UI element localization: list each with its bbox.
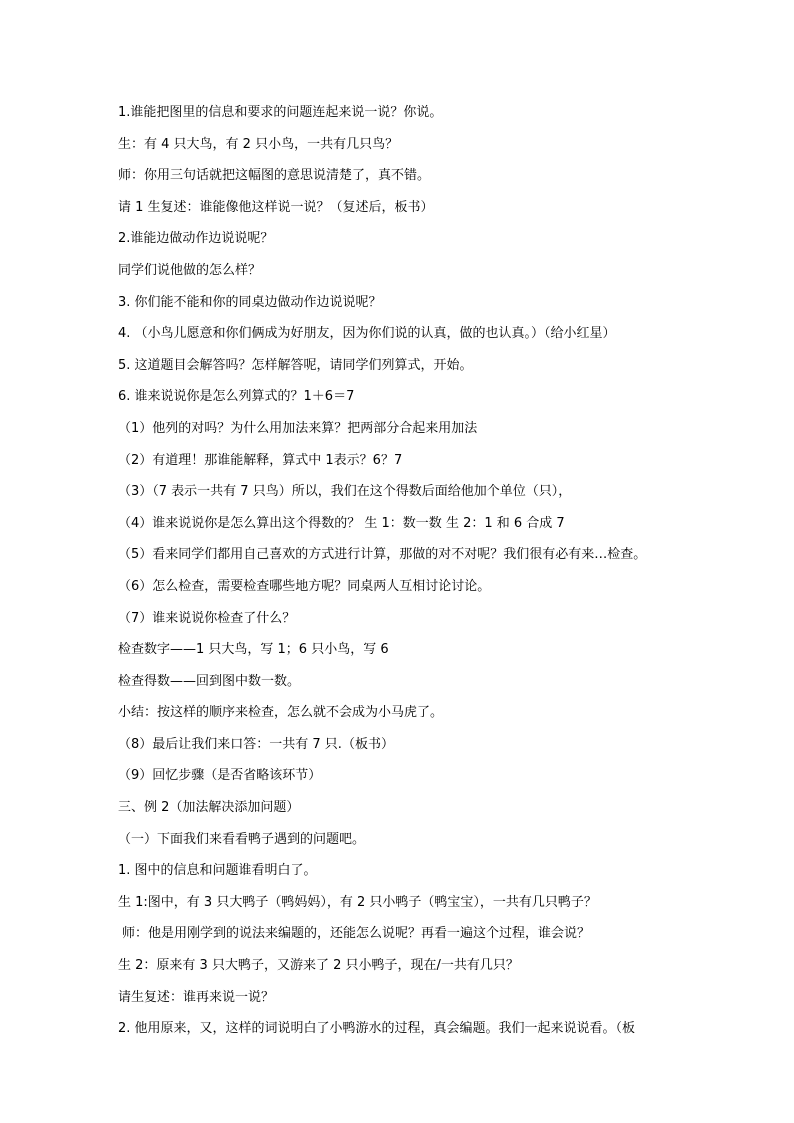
paragraph-line-10: 6. 谁来说说你是怎么列算式的？1＋6＝7 — [118, 389, 355, 405]
paragraph-line-21: （8）最后让我们来口答：一共有 7 只.（板书） — [118, 736, 394, 752]
paragraph-line-22: （9）回忆步骤（是否省略该环节） — [118, 768, 322, 784]
paragraph-line-15: （5）看来同学们都用自己喜欢的方式进行计算，那做的对不对呢？我们很有必有来…检查。 — [118, 547, 647, 563]
paragraph-line-26: 生 1:图中，有 3 只大鸭子（鸭妈妈），有 2 只小鸭子（鸭宝宝），一共有几只鸭子？ — [118, 894, 597, 910]
paragraph-line-14: （4）谁来说说你是怎么算出这个得数的？ 生 1：数一数 生 2：1 和 6 合成 7 — [118, 515, 565, 531]
paragraph-line-27: 师：他是用刚学到的说法来编题的，还能怎么说呢？再看一遍这个过程，谁会说？ — [122, 926, 591, 942]
paragraph-line-4: 请 1 生复述：谁能像他这样说一说？（复述后，板书） — [118, 199, 434, 215]
paragraph-line-17: （7）谁来说说你检查了什么？ — [118, 610, 296, 626]
paragraph-line-30: 2. 他用原来，又，这样的词说明白了小鸭游水的过程，真会编题。我们一起来说说看。（板 — [118, 1021, 636, 1037]
paragraph-line-5: 2.谁能边做动作边说说呢？ — [118, 231, 274, 247]
paragraph-line-9: 5. 这道题目会解答吗？怎样解答呢，请同学们列算式，开始。 — [118, 357, 473, 373]
paragraph-line-29: 请生复述：谁再来说一说？ — [118, 989, 275, 1005]
paragraph-line-16: （6）怎么检查，需要检查哪些地方呢？同桌两人互相讨论讨论。 — [118, 578, 491, 594]
paragraph-line-1: 1.谁能把图里的信息和要求的问题连起来说一说？你说。 — [118, 105, 443, 120]
paragraph-line-13: （3）（7 表示一共有 7 只鸟）所以，我们在这个得数后面给他加个单位（只）， — [118, 484, 572, 500]
document-body — [118, 103, 688, 1051]
paragraph-line-25: 1. 图中的信息和问题谁看明白了。 — [118, 863, 317, 879]
paragraph-line-18: 检查数字——1 只大鸟，写 1；6 只小鸟，写 6 — [118, 642, 389, 658]
paragraph-line-19: 检查得数——回到图中数一数。 — [118, 673, 301, 689]
paragraph-line-28: 生 2：原来有 3 只大鸭子，又游来了 2 只小鸭子，现在/一共有几只？ — [118, 958, 519, 974]
paragraph-line-12: （2）有道理！那谁能解释，算式中 1表示？6？7 — [118, 452, 403, 468]
paragraph-line-7: 3. 你们能不能和你的同桌边做动作边说说呢？ — [118, 294, 382, 310]
paragraph-line-8: 4. （小鸟儿愿意和你们俩成为好朋友，因为你们说的认真，做的也认真。）（给小红星） — [118, 326, 616, 342]
paragraph-line-11: （1）他列的对吗？为什么用加法来算？把两部分合起来用加法 — [118, 420, 478, 436]
paragraph-line-24: （一）下面我们来看看鸭子遇到的问题吧。 — [118, 831, 366, 847]
paragraph-line-20: 小结：按这样的顺序来检查，怎么就不会成为小马虎了。 — [118, 705, 444, 721]
paragraph-line-3: 师：你用三句话就把这幅图的意思说清楚了，真不错。 — [118, 168, 431, 184]
paragraph-line-6: 同学们说他做的怎么样？ — [118, 262, 262, 278]
paragraph-line-23: 三、例 2（加法解决添加问题） — [118, 800, 300, 816]
paragraph-line-2: 生：有 4 只大鸟，有 2 只小鸟，一共有几只鸟？ — [118, 136, 399, 152]
